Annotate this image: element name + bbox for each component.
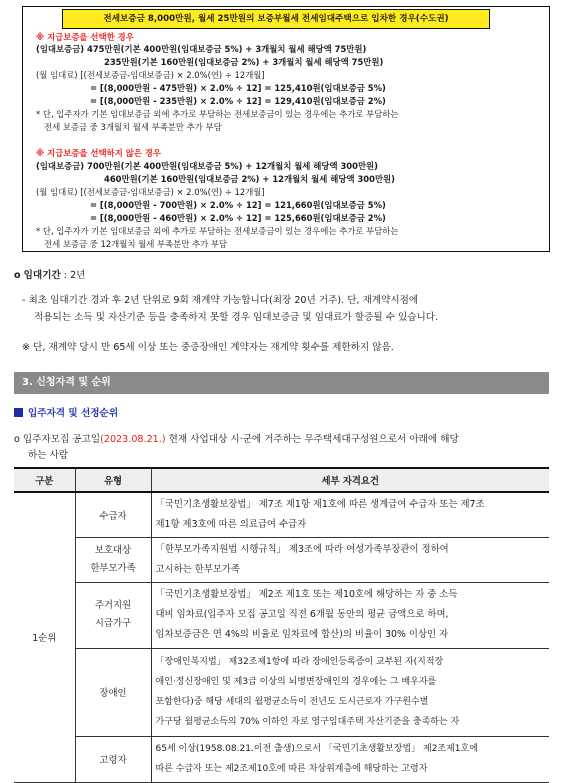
guarantee-not-selected-header: ※ 지급보증을 선택하지 않은 경우	[36, 148, 161, 158]
detail-line: 임차보증금은 연 4%의 비율로 임차료에 합산)의 비율이 30% 이상인 자	[155, 629, 449, 640]
eligibility-heading	[14, 406, 118, 422]
section-header: 3. 신청자격 및 순위	[14, 372, 549, 394]
example-box-title: 전세보증금 8,000만원, 월세 25만원의 보증부월세 전세임대주택으로 입차한 경우(수도권)	[62, 9, 490, 29]
type-label: 고령자	[99, 755, 127, 766]
type-label: 한부모가족	[90, 562, 136, 574]
type-label: 시급가구	[94, 618, 132, 629]
rent-calc-1: = [(8,000만원 - 475만원) × 2.0% ÷ 12] = 125,410원(임대보증금 5%)	[90, 83, 386, 93]
detail-cell	[151, 736, 549, 782]
rent-calc-3: = [(8,000만원 - 700만원) × 2.0% ÷ 12] = 121,660원(임대보증금 5%)	[90, 200, 386, 210]
rank-cell: 1순위	[14, 492, 75, 782]
type-cell	[75, 537, 151, 582]
blue-square-icon	[14, 408, 23, 417]
deposit-line-1: (임대보증금) 475만원(기본 400만원(임대보증금 5%) + 3개월치 월세 해당액 75만원)	[36, 44, 367, 54]
note-line-2: 전세 보증금 중 3개월치 월세 부족분만 추가 부담	[44, 122, 222, 132]
detail-line: 「국민기초생활보장법」 제2조 제1호 또는 제10호에 해당하는 자 중 소득	[155, 589, 458, 600]
intro-pre: o 입주자모집 공고일	[14, 434, 101, 445]
type-cell	[75, 492, 151, 537]
detail-line: 가구당 월평균소득의 70% 이하인 자로 영구임대주택 자산기준을 충족하는 자	[155, 717, 460, 727]
guarantee-selected-header: ※ 지급보증을 선택한 경우	[36, 32, 134, 42]
deposit-line-3: (임대보증금) 700만원(기본 400만원(임대보증금 5%) + 12개월치 월세 해당액 300만원)	[36, 161, 378, 171]
detail-line: 애인·정신장애인 및 제3급 이상의 뇌병변장애인의 경우에는 그 배우자를	[155, 677, 437, 687]
intro-post: 현재 사업대상 시·군에 거주하는 무주택세대구성원으로서 아래에 해당	[165, 434, 459, 445]
table-row	[14, 648, 549, 736]
lease-bullet: o	[14, 270, 21, 281]
detail-line: 「한부모가족지원법 시행규칙」 제3조에 따라 여성가족부장관이 정하여	[155, 543, 449, 555]
lease-desc-2: 적용되는 소득 및 자산기준 등을 충족하지 못할 경우 임대보증금 및 임대료가 할증될 수 있습니다.	[34, 312, 439, 323]
type-label: 수급자	[99, 510, 127, 522]
notice-date: (2023.08.21.)	[100, 434, 166, 445]
type-label: 주거지원	[94, 600, 132, 611]
detail-line: 고시하는 한부모가족	[155, 563, 240, 575]
detail-line: 65세 이상(1958.08.21.이전 출생)으로서 「국민기초생활보장법」 제2조제1호에	[155, 744, 478, 754]
col-header-category: 구분	[14, 468, 75, 492]
deposit-line-2: 235만원(기본 160만원(임대보증금 2%) + 3개월치 월세 해당액 75만원)	[104, 57, 384, 67]
detail-line: 대비 임차료(입주자 모집 공고일 직전 6개월 동안의 평균 금액으로 하며,	[155, 609, 449, 620]
table-row	[14, 582, 549, 648]
lease-label: 임대기간	[23, 270, 61, 281]
note-line-4: 전세 보증금 중 12개월치 월세 부족분만 추가 부담	[44, 239, 228, 249]
note-line-3: * 단, 입주자가 기본 임대보증금 외에 추가로 부담하는 전세보증금이 있는 경우에는 추가로 부담하는	[36, 226, 399, 236]
type-label: 장애인	[99, 688, 127, 699]
note-line-1: * 단, 입주자가 기본 임대보증금 외에 추가로 부담하는 전세보증금이 있는 경우에는 추가로 부담하는	[36, 109, 399, 119]
detail-line: 「국민기초생활보장법」 제7조 제1항 제1호에 따른 생계급여 수급자 또는 제7조	[155, 498, 485, 510]
detail-cell	[151, 537, 549, 582]
detail-cell	[151, 582, 549, 648]
lease-note: ※ 단, 재계약 당시 만 65세 이상 또는 중증장애인 계약자는 재계약 횟수를 제한하지 않음.	[22, 342, 394, 353]
detail-line: 포함한다)중 해당 세대의 월평균소득이 전년도 도시근로자 가구원수별	[155, 697, 429, 707]
lease-desc-1: - 최초 임대기간 경과 후 2년 단위로 9회 재계약 가능합니다(최장 20년 거주). 단, 재계약시점에	[22, 295, 419, 306]
table-row	[14, 492, 549, 537]
detail-line: 제1항 제3호에 따른 의료급여 수급자	[155, 518, 307, 530]
deposit-line-4: 460만원(기본 160만원(임대보증금 2%) + 12개월치 월세 해당액 300만원)	[104, 174, 395, 184]
table-header-row	[14, 468, 549, 492]
rent-calc-4: = [(8,000만원 - 460만원) × 2.0% ÷ 12] = 125,660원(임대보증금 2%)	[90, 213, 386, 223]
table-row	[14, 736, 549, 782]
type-cell	[75, 648, 151, 736]
rent-formula-2: (월 임대료) [(전세보증금-임대보증금) × 2.0%(연) ÷ 12개월]	[36, 187, 265, 197]
lease-period	[14, 268, 85, 284]
type-label: 보호대상	[94, 544, 132, 556]
eligibility-heading-text: 입주자격 및 선정순위	[28, 408, 119, 419]
detail-cell	[151, 648, 549, 736]
type-cell	[75, 736, 151, 782]
type-cell	[75, 582, 151, 648]
rent-formula: (월 임대료) [(전세보증금-임대보증금) × 2.0%(연) ÷ 12개월]	[36, 70, 265, 80]
lease-value: : 2년	[60, 270, 86, 281]
detail-cell	[151, 492, 549, 537]
eligibility-intro	[14, 432, 459, 448]
detail-line: 따른 수급자 또는 제2조제10호에 따른 차상위계층에 해당하는 고령자	[155, 764, 428, 774]
detail-line: 「장애인복지법」 제32조제1항에 따라 장애인등록증이 교부된 자(지적장	[155, 657, 444, 667]
qualification-table	[14, 467, 549, 783]
eligibility-intro-2: 하는 사람	[28, 450, 69, 461]
col-header-detail: 세부 자격요건	[151, 468, 549, 492]
rent-calc-2: = [(8,000만원 - 235만원) × 2.0% ÷ 12] = 129,410원(임대보증금 2%)	[90, 96, 386, 106]
col-header-type: 유형	[75, 468, 151, 492]
table-row	[14, 537, 549, 582]
